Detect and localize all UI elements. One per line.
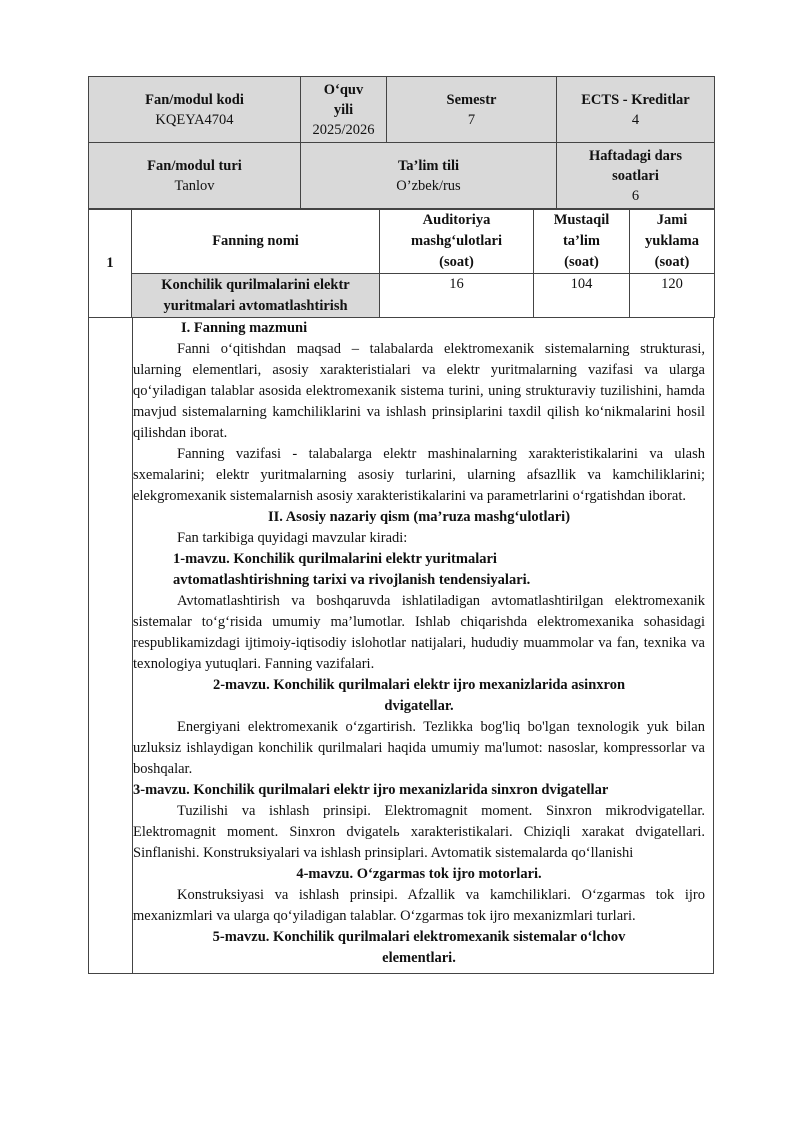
- topic-5-title-line-1: 5-mavzu. Konchilik qurilmalari elektromexanik sistemalar o‘lchov: [212, 929, 626, 945]
- course-code-cell: [89, 77, 301, 143]
- weekly-hours-label-1: Haftadagi dars: [588, 147, 683, 164]
- course-type-cell: [89, 143, 301, 209]
- course-load-table: [88, 209, 715, 318]
- section-1-title: I. Fanning mazmuni: [181, 320, 308, 336]
- auditorium-label-2: mashg‘ulotlari: [410, 233, 503, 249]
- course-name-line-2: yuritmalari avtomatlashtirish: [163, 297, 348, 314]
- topic-2-title-line-2: dvigatellar.: [384, 698, 454, 714]
- syllabus-page: [88, 76, 714, 974]
- self-study-label-1: Mustaqil: [553, 212, 610, 228]
- course-code-label: Fan/modul kodi: [145, 91, 244, 108]
- ects-cell: [557, 77, 715, 143]
- paragraph-topic-2: Energiyani elektromexanik o‘zgartirish. Tezlikka bog'liq bo'lgan texnologik yuk bilan uzluksiz ishlaydigan konchilik qurilmalari haqida umumiy ma'lumot: nasoslar, kompressorlar va boshqalar.: [133, 719, 705, 777]
- language-label: Ta’lim tili: [397, 157, 460, 174]
- course-name-label: Fanning nomi: [132, 210, 380, 274]
- semester-value: 7: [467, 111, 476, 128]
- ects-value: 4: [631, 111, 640, 128]
- course-name-line-1: Konchilik qurilmalarini elektr: [161, 276, 350, 293]
- self-study-label-3: (soat): [564, 254, 599, 270]
- semester-label: Semestr: [446, 91, 497, 108]
- paragraph-goal: Fanni o‘qitishdan maqsad – talabalarda elektromexanik sistemalarning strukturasi, ularning elementlari, asosiy xarakteristialari va elektr yuritmalarning vazifasi va ularga qo‘yiladigan talablar asosida elektromexanik sistema turini, uning strukturaviy tuzilishini, hamda mavjud sistemalarning kamchiliklarini va ishlash prinsiplarini taxdil qilish ko‘nikmalarini hosil qilishdan iborat.: [133, 341, 705, 441]
- topic-1-title-line-1: 1-mavzu. Konchilik qurilmalarini elektr yuritmalari: [173, 551, 497, 567]
- language-value: O’zbek/rus: [396, 177, 461, 194]
- topic-3-title: 3-mavzu. Konchilik qurilmalari elektr ijro mexanizlarida sinxron dvigatellar: [133, 782, 609, 798]
- topic-4-title: 4-mavzu. O‘zgarmas tok ijro motorlari.: [296, 866, 542, 882]
- weekly-hours-label-2: soatlari: [612, 167, 659, 184]
- paragraph-topic-1: Avtomatlashtirish va boshqaruvda ishlatiladigan avtomatlashtirilgan elektromexanik sistemalar to‘g‘risida umumiy ma’lumotlar. Ishlab chiqarishda elektromexanika sohasidagi respublikamizdagi ijtimoiy-iqtisodiy islohotlar natijalari, hududiy muammolar va fan, texnika va texnologiya yutuqlari. Fanning vazifalari.: [133, 593, 705, 672]
- academic-year-value: 2025/2026: [312, 121, 375, 138]
- auditorium-hours-header: [380, 210, 534, 274]
- weekly-hours-cell: [557, 143, 715, 209]
- course-type-value: Tanlov: [174, 177, 215, 194]
- course-code-value: KQEYA4704: [155, 111, 234, 128]
- total-label-2: yuklama: [645, 233, 699, 249]
- topic-5-title-line-2: elementlari.: [382, 950, 456, 966]
- content-text: [89, 318, 713, 973]
- self-study-label-2: ta’lim: [562, 233, 601, 249]
- topic-2-title-line-1: 2-mavzu. Konchilik qurilmalari elektr ijro mexanizlarida asinxron: [212, 677, 626, 693]
- auditorium-label-1: Auditoriya: [422, 212, 491, 228]
- auditorium-label-3: (soat): [439, 254, 474, 270]
- total-label-3: (soat): [654, 254, 690, 270]
- self-study-hours-value: 104: [534, 274, 630, 318]
- ects-label: ECTS - Kreditlar: [581, 91, 690, 108]
- language-cell: [301, 143, 557, 209]
- course-header-table: [88, 76, 715, 209]
- auditorium-hours-value: 16: [380, 274, 534, 318]
- total-label-1: Jami: [656, 212, 688, 228]
- academic-year-label-1: O‘quv: [323, 81, 364, 98]
- paragraph-topic-3: Tuzilishi va ishlash prinsipi. Elektromagnit moment. Sinxron mikrodvigatellar. Elektromagnit moment. Sinxron dvigatelь xarakteristikalari. Chiziqli xarakat dvigatellari. Sinflanishi. Konstruksiyalari va ishlash prinsiplari. Avtomatik sistemalarda qo‘llanishi: [133, 803, 705, 861]
- total-load-header: [630, 210, 715, 274]
- content-section: [88, 318, 714, 974]
- academic-year-label-2: yili: [333, 101, 354, 118]
- semester-cell: [387, 77, 557, 143]
- paragraph-topics-intro: Fan tarkibiga quyidagi mavzular kiradi:: [177, 530, 408, 546]
- academic-year-cell: [301, 77, 387, 143]
- row-number: 1: [89, 210, 132, 318]
- section-2-title: II. Asosiy nazariy qism (ma’ruza mashg‘ulotlari): [267, 509, 571, 525]
- course-name-value: [132, 274, 380, 318]
- course-type-label: Fan/modul turi: [147, 157, 242, 174]
- course-load-section: [88, 209, 714, 318]
- topic-1-title-line-2: avtomatlashtirishning tarixi va rivojlanish tendensiyalari.: [173, 572, 531, 588]
- paragraph-tasks: Fanning vazifasi - talabalarga elektr mashinalarning xarakteristikalarini va ulash sxemalarini; elektr yuritmalarning asosiy turlarini, ularning afsazllik va kamchiliklarini; elekgromexanik sistemalarnish asosiy xarakteristikalarini va parametrlarini o‘rgatishdan iborat.: [133, 446, 705, 504]
- paragraph-topic-4: Konstruksiyasi va ishlash prinsipi. Afzallik va kamchiliklari. O‘zgarmas tok ijro mexanizmlari va ularga qo‘yiladigan talablar. O‘zgarmas tok ijro mexanizmlari turlari.: [133, 887, 705, 924]
- column-divider: [132, 318, 133, 973]
- weekly-hours-value: 6: [631, 187, 640, 204]
- self-study-header: [534, 210, 630, 274]
- total-hours-value: 120: [630, 274, 715, 318]
